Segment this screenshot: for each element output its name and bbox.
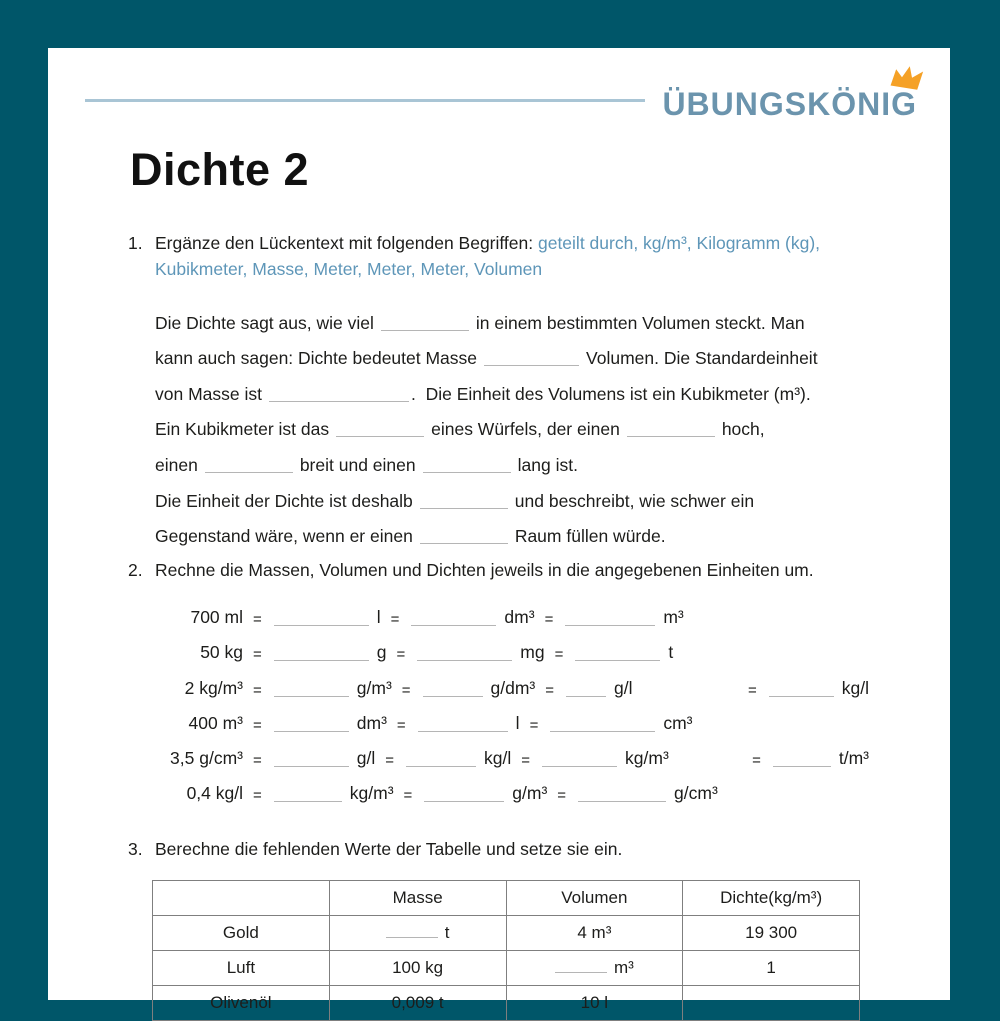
unit-label: m³ — [663, 607, 684, 628]
cloze-line — [155, 298, 915, 334]
equals-sign: = — [385, 751, 395, 769]
cloze-text — [155, 298, 915, 547]
text-segment: Raum füllen würde. — [514, 526, 666, 547]
masse-cell: 100 kg — [329, 951, 506, 986]
page-title: Dichte 2 — [130, 144, 310, 195]
unit-label: t — [668, 642, 674, 663]
conversion-rows — [155, 595, 869, 806]
text-segment: kann auch sagen: Dichte bedeutet Masse — [155, 348, 478, 369]
blank-field — [269, 398, 409, 402]
blank-field — [550, 728, 655, 732]
text-segment: einen — [155, 454, 198, 475]
blank-field — [420, 505, 508, 509]
table-header-row — [153, 881, 860, 916]
unit-label: g/m³ — [512, 783, 548, 804]
volumen-cell: 10 l — [506, 986, 683, 1021]
blank-field — [336, 433, 424, 437]
unit-label: kg/m³ — [349, 783, 394, 804]
blank-field — [423, 469, 511, 473]
blank-field — [627, 433, 715, 437]
blank-field — [411, 622, 496, 626]
unit-label: l — [515, 712, 520, 733]
equals-sign: = — [253, 787, 262, 805]
text-segment: hoch, — [721, 419, 765, 440]
text-segment: Die Einheit der Dichte ist deshalb — [155, 490, 413, 511]
volumen-cell: 4 m³ — [506, 916, 683, 951]
unit-label: t — [444, 923, 450, 942]
masse-cell — [329, 916, 506, 951]
blank-field — [555, 969, 607, 973]
blank-field — [386, 934, 438, 938]
cloze-line — [155, 369, 915, 405]
quantity-label: 3,5 g/cm³ — [170, 747, 243, 768]
unit-label: g/l — [614, 677, 633, 698]
blank-field — [484, 362, 579, 366]
text-segment: . Die Einheit des Volumens ist ein Kubikmeter (m³). — [410, 383, 811, 404]
question-2 — [128, 557, 900, 583]
conversion-row — [155, 701, 869, 736]
blank-field — [423, 693, 483, 697]
equals-sign: = — [554, 646, 564, 664]
equals-sign: = — [253, 611, 262, 629]
header-divider-line — [85, 99, 645, 102]
blank-field — [274, 622, 369, 626]
text-segment: eines Würfels, der einen — [431, 419, 620, 440]
text-segment: Gegenstand wäre, wenn er einen — [155, 526, 413, 547]
table-header-masse: Masse — [329, 881, 506, 916]
cloze-line — [155, 476, 915, 512]
blank-field — [542, 763, 617, 767]
equals-sign: = — [396, 646, 406, 664]
blank-field — [565, 622, 655, 626]
question-3-number: 3. — [128, 839, 143, 859]
unit-label: l — [376, 607, 381, 628]
unit-label: m³ — [613, 958, 634, 977]
table-header-dichte: Dichte(kg/m³) — [683, 881, 860, 916]
q1-term-list: geteilt durch, kg/m³, Kilogramm (kg), Kubikmeter, Masse, Meter, Meter, Meter, Volumen — [155, 233, 821, 279]
crown-icon — [888, 62, 925, 92]
unit-label: g — [376, 642, 387, 663]
cloze-line — [155, 334, 915, 370]
equals-sign: = — [401, 681, 411, 699]
text-segment: breit und einen — [299, 454, 416, 475]
quantity-label: 700 ml — [190, 607, 243, 628]
conversion-row — [155, 736, 869, 771]
blank-field — [578, 798, 666, 802]
equals-sign: = — [752, 751, 761, 769]
uebungskoenig-logo — [662, 86, 917, 123]
question-3-prompt: Berechne die fehlenden Werte der Tabelle und setze sie ein. — [155, 839, 623, 859]
unit-label: g/l — [356, 747, 376, 768]
substance-name: Gold — [153, 916, 330, 951]
cloze-line — [155, 405, 915, 441]
blank-field — [769, 693, 834, 697]
equals-sign: = — [396, 716, 406, 734]
blank-field — [424, 798, 504, 802]
equals-sign: = — [253, 681, 262, 699]
substance-name: Olivenöl — [153, 986, 330, 1021]
question-1 — [128, 230, 900, 282]
logo-text: ÜBUNGSKÖNIG — [662, 86, 917, 122]
blank-field — [274, 798, 342, 802]
substance-name: Luft — [153, 951, 330, 986]
text-segment: lang ist. — [517, 454, 578, 475]
unit-label: g/m³ — [356, 677, 392, 698]
table-row — [153, 916, 860, 951]
blank-field — [381, 327, 469, 331]
blank-field — [566, 693, 606, 697]
equals-sign: = — [544, 611, 554, 629]
table-header-empty — [153, 881, 330, 916]
text-segment: Volumen. Die Standardeinheit — [586, 348, 818, 369]
conversion-row — [155, 771, 869, 806]
dichte-cell — [683, 986, 860, 1021]
worksheet-page — [48, 48, 950, 1012]
table-row — [153, 986, 860, 1021]
conversion-row — [155, 665, 869, 700]
unit-label: dm³ — [356, 712, 387, 733]
quantity-label: 2 kg/m³ — [184, 677, 243, 698]
equals-sign: = — [748, 681, 757, 699]
equals-sign: = — [253, 751, 262, 769]
dichte-cell: 1 — [683, 951, 860, 986]
question-3 — [128, 836, 900, 862]
masse-cell: 0,009 t — [329, 986, 506, 1021]
blank-field — [406, 763, 476, 767]
unit-label: kg/l — [841, 677, 869, 698]
text-segment: in einem bestimmten Volumen steckt. Man — [475, 312, 805, 333]
q1-prompt-text: Ergänze den Lückentext mit folgenden Begriffen: — [155, 233, 538, 253]
equals-sign: = — [253, 716, 262, 734]
blank-field — [274, 728, 349, 732]
equals-sign: = — [403, 787, 413, 805]
blank-field — [575, 657, 660, 661]
blank-field — [420, 540, 508, 544]
question-1-number: 1. — [128, 233, 143, 253]
unit-label: g/dm³ — [490, 677, 536, 698]
equals-sign: = — [545, 681, 555, 699]
table-header-volumen: Volumen — [506, 881, 683, 916]
density-table — [152, 880, 860, 1021]
equals-sign: = — [521, 751, 531, 769]
quantity-label: 50 kg — [200, 642, 243, 663]
conversion-row — [155, 595, 869, 630]
blank-field — [274, 693, 349, 697]
table-row — [153, 951, 860, 986]
conversion-row — [155, 630, 869, 665]
blank-field — [417, 657, 512, 661]
equals-sign: = — [529, 716, 539, 734]
text-segment: und beschreibt, wie schwer ein — [514, 490, 755, 511]
blank-field — [205, 469, 293, 473]
question-2-number: 2. — [128, 560, 143, 580]
equals-sign: = — [557, 787, 567, 805]
question-1-prompt — [155, 230, 900, 282]
unit-label: mg — [520, 642, 545, 663]
blank-field — [418, 728, 508, 732]
blank-field — [773, 763, 831, 767]
unit-label: g/cm³ — [674, 783, 718, 804]
equals-sign: = — [390, 611, 400, 629]
unit-label: cm³ — [663, 712, 693, 733]
text-segment: von Masse ist — [155, 383, 262, 404]
text-segment: Ein Kubikmeter ist das — [155, 419, 330, 440]
equals-sign: = — [253, 646, 262, 664]
blank-field — [274, 763, 349, 767]
text-segment: Die Dichte sagt aus, wie viel — [155, 312, 374, 333]
blank-field — [274, 657, 369, 661]
volumen-cell — [506, 951, 683, 986]
quantity-label: 0,4 kg/l — [186, 783, 243, 804]
unit-label: t/m³ — [838, 747, 869, 768]
dichte-cell: 19 300 — [683, 916, 860, 951]
cloze-line — [155, 512, 915, 548]
unit-label: kg/m³ — [625, 747, 669, 768]
unit-label: dm³ — [504, 607, 535, 628]
quantity-label: 400 m³ — [188, 712, 243, 733]
cloze-line — [155, 440, 915, 476]
unit-label: kg/l — [484, 747, 512, 768]
question-2-prompt: Rechne die Massen, Volumen und Dichten jeweils in die angegebenen Einheiten um. — [155, 560, 814, 580]
